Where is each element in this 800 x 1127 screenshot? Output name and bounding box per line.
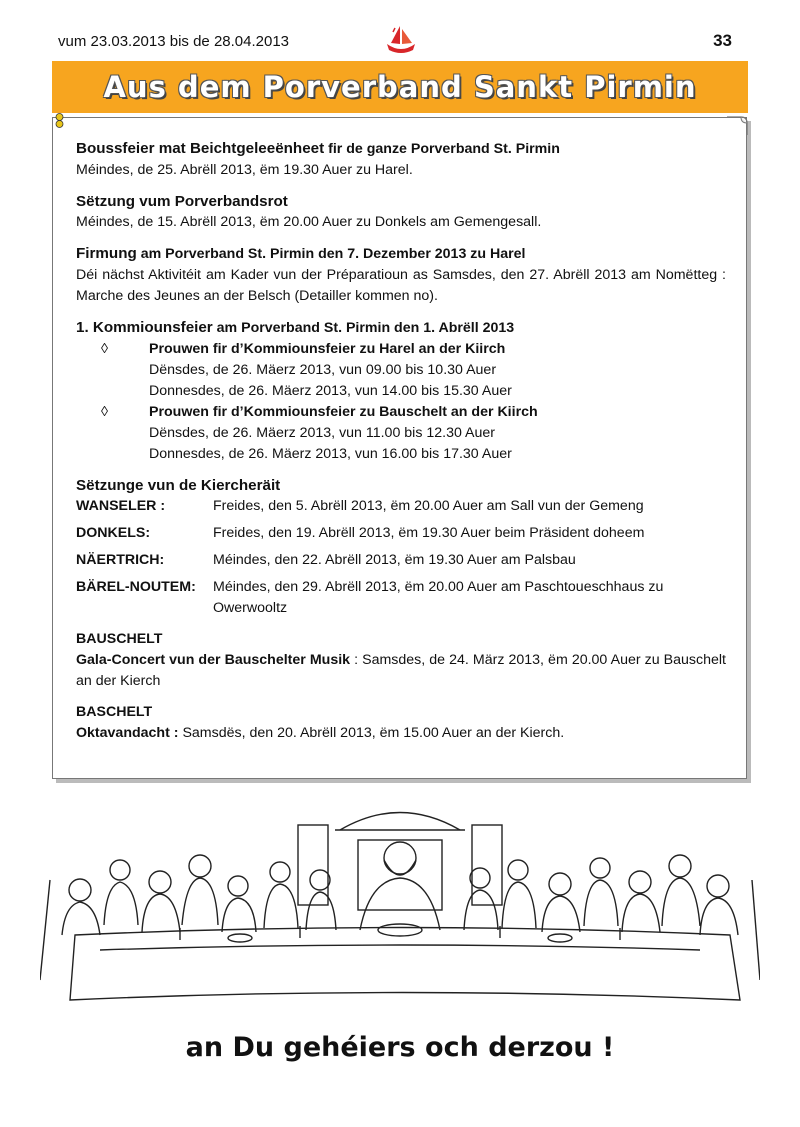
row-place: DONKELS: xyxy=(76,525,151,541)
list-item-line: Donnesdes, de 26. Mäerz 2013, vun 14.00 bis 15.30 Auer xyxy=(149,383,512,399)
row-place: BÄREL-NOUTEM: xyxy=(76,579,196,595)
table-row xyxy=(76,496,726,517)
list-item-line: Dënsdes, de 26. Mäerz 2013, vun 11.00 bis 12.30 Auer xyxy=(149,425,495,441)
section-place: BASCHELT xyxy=(76,704,153,720)
row-place: NÄERTRICH: xyxy=(76,552,165,568)
diamond-bullet-icon: ◊ xyxy=(101,404,109,420)
row-text: Freides, den 5. Abrëll 2013, ëm 20.00 Auer am Sall vun der Gemeng xyxy=(213,498,644,514)
section-line: Méindes, de 25. Abrëll 2013, ëm 19.30 Auer zu Harel. xyxy=(76,162,413,178)
section-subtitle: am Porverband St. Pirmin den 1. Abrëll 2013 xyxy=(212,320,515,336)
slogan: an Du gehéiers och derzou ! xyxy=(185,1032,615,1063)
table-row xyxy=(76,550,726,571)
event-text: : Samsdes, de 24. März 2013, ëm 20.00 Auer zu Bauschelt an der Kierch xyxy=(76,652,726,689)
section-bauschelt xyxy=(76,629,726,692)
church-boat-logo-icon xyxy=(383,24,419,56)
section-reconciliation xyxy=(76,138,726,181)
table-row xyxy=(76,523,726,544)
section-title: 1. Kommiounsfeier xyxy=(76,319,213,336)
notice-content xyxy=(76,138,726,754)
section-parish-council xyxy=(76,191,726,233)
section-line: Méindes, de 15. Abrëll 2013, ëm 20.00 Auer zu Donkels am Gemengesall. xyxy=(76,214,542,230)
section-title: Firmung xyxy=(76,245,137,262)
section-confirmation xyxy=(76,243,726,307)
list-item xyxy=(76,402,726,465)
diamond-bullet-icon: ◊ xyxy=(101,341,109,357)
section-title: Boussfeier mat Beichtgeleeënheet xyxy=(76,140,325,157)
row-text: Méindes, den 22. Abrëll 2013, ëm 19.30 Auer am Palsbau xyxy=(213,552,576,568)
table-row xyxy=(76,577,726,619)
section-place: BAUSCHELT xyxy=(76,631,163,647)
section-title: Sëtzung vum Porverbandsrot xyxy=(76,193,288,210)
section-church-councils xyxy=(76,475,726,619)
event-text: Samsdës, den 20. Abrëll 2013, ëm 15.00 Auer an der Kierch. xyxy=(178,725,565,741)
section-subtitle: am Porverband St. Pirmin den 7. Dezember 2013 zu Harel xyxy=(136,246,526,262)
list-item-title: Prouwen fir d’Kommiounsfeier zu Bauschelt an der Kiirch xyxy=(149,404,538,420)
section-subtitle: fir de ganze Porverband St. Pirmin xyxy=(324,141,560,157)
pin-icon xyxy=(55,113,64,129)
page-number: 33 xyxy=(713,31,732,50)
section-banner xyxy=(52,61,748,113)
event-title: Oktavandacht : xyxy=(76,725,179,741)
list-item-line: Dënsdes, de 26. Mäerz 2013, vun 09.00 bis 10.30 Auer xyxy=(149,362,497,378)
list-item xyxy=(76,339,726,402)
section-text: Déi nächst Aktivitéit am Kader vun der Préparatioun as Samsdes, den 27. Abrëll 2013 am Nomëtteg : Marche des Jeunes an der Belsch (Detailler kommen no). xyxy=(76,267,726,304)
row-text: Méindes, den 29. Abrëll 2013, ëm 20.00 Auer am Paschtoueschhaus zu Owerwooltz xyxy=(213,579,664,616)
banner-title: Aus dem Porverband Sankt Pirmin xyxy=(103,70,697,104)
section-baschelt xyxy=(76,702,726,744)
list-item-title: Prouwen fir d’Kommiounsfeier zu Harel an der Kiirch xyxy=(149,341,506,357)
row-place: WANSELER : xyxy=(76,498,166,514)
section-title: Sëtzunge vun de Kiercheräit xyxy=(76,477,281,494)
section-first-communion xyxy=(76,317,726,465)
header-date-range: vum 23.03.2013 bis de 28.04.2013 xyxy=(58,33,290,50)
list-item-line: Donnesdes, de 26. Mäerz 2013, vun 16.00 bis 17.30 Auer xyxy=(149,446,512,462)
last-supper-drawing-icon xyxy=(40,800,760,1010)
row-text: Freides, den 19. Abrëll 2013, ëm 19.30 Auer beim Präsident doheem xyxy=(213,525,645,541)
page-curl-icon xyxy=(727,113,749,135)
event-title: Gala-Concert vun der Bauschelter Musik xyxy=(76,652,351,668)
